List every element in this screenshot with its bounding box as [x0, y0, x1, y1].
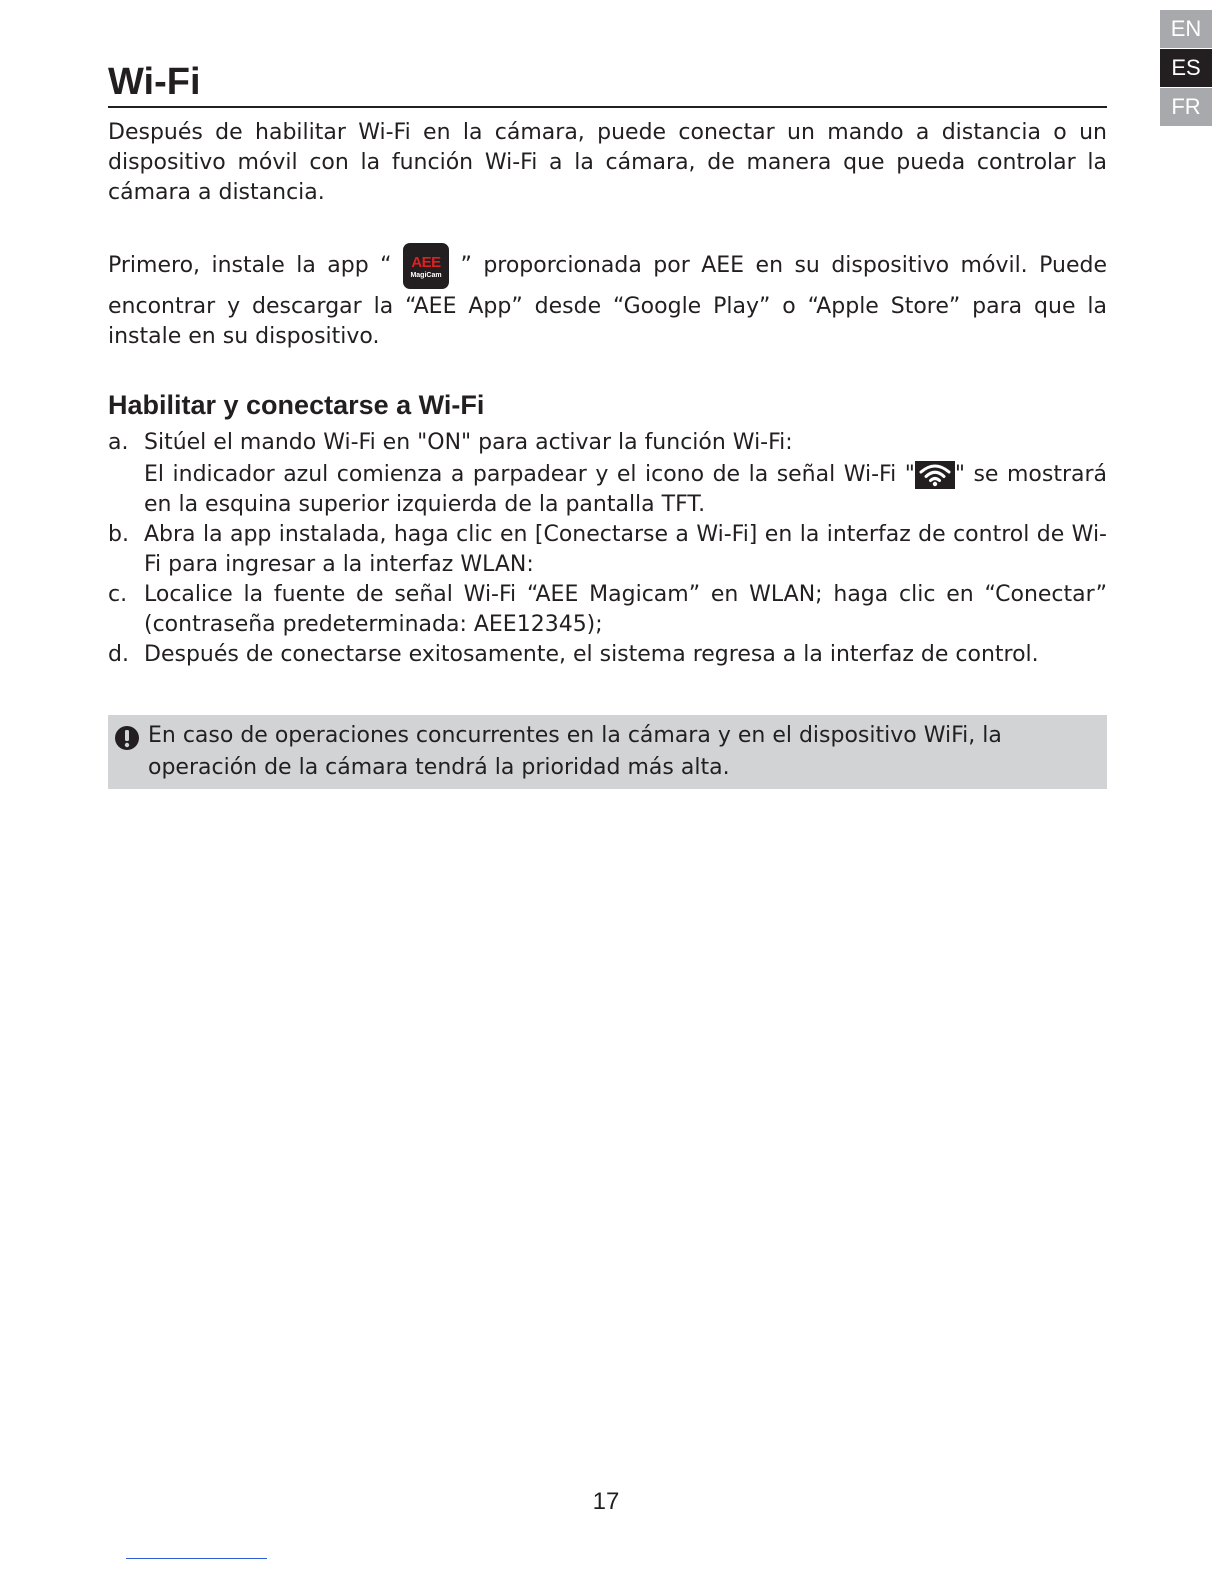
- word: la: [296, 253, 316, 278]
- note-box: [108, 715, 1107, 789]
- language-tabs: [1160, 10, 1212, 127]
- page-number: 17: [592, 1488, 620, 1515]
- language-tab-fr[interactable]: FR: [1160, 88, 1212, 126]
- word: app: [327, 253, 369, 278]
- step-letter: c.: [108, 582, 128, 607]
- word: proporcionada: [483, 253, 642, 278]
- wifi-signal-icon: [915, 461, 955, 489]
- word: su: [794, 253, 820, 278]
- step-body: Abra la app instalada, haga clic en [Conectarse a Wi-Fi] en la interfaz de control de Wi-Fi para ingresar a la interfaz WLAN:: [144, 522, 1107, 577]
- intro-paragraph: Después de habilitar Wi-Fi en la cámara, puede conectar un mando a distancia o un dispositivo móvil con la función Wi-Fi a la cámara, de manera que pueda controlar la cámara a distancia.: [108, 120, 1107, 205]
- step-a-text-before-icon: El indicador azul comienza a parpadear y el icono de la señal Wi-Fi ": [144, 462, 915, 487]
- section-subtitle: Habilitar y conectarse a Wi-Fi: [108, 390, 485, 420]
- word: Primero,: [108, 253, 201, 278]
- step-a-text-after-icon: " se mostrará en la esquina superior izquierda de la pantalla TFT.: [144, 462, 1107, 517]
- app-icon-brand: AEE: [411, 253, 441, 271]
- open-quote: “: [380, 253, 392, 278]
- step-a-line1: Sitúel el mando Wi-Fi en "ON" para activar la función Wi-Fi:: [144, 430, 793, 455]
- footer-line: [126, 1558, 267, 1559]
- close-quote: ”: [460, 253, 472, 278]
- exclamation-circle-icon: [114, 720, 148, 784]
- word: por: [653, 253, 690, 278]
- aee-magicam-app-icon: [403, 243, 449, 289]
- note-text: En caso de operaciones concurrentes en la cámara y en el dispositivo WiFi, la operación de la cámara tendrá la prioridad más alta.: [148, 723, 1002, 780]
- language-tab-es[interactable]: ES: [1160, 49, 1212, 87]
- page-title: Wi-Fi: [108, 61, 201, 103]
- title-divider: [108, 106, 1107, 108]
- install-paragraph: [108, 240, 1107, 352]
- step-body: Después de conectarse exitosamente, el sistema regresa a la interfaz de control.: [144, 642, 1039, 667]
- step-letter: d.: [108, 642, 129, 667]
- app-icon-name: MagiCam: [410, 271, 442, 279]
- steps-list: [108, 428, 1107, 670]
- step-d: [108, 640, 1107, 670]
- install-paragraph-first-line: [108, 240, 1107, 292]
- language-tab-en[interactable]: EN: [1160, 10, 1212, 48]
- word: AEE: [701, 253, 745, 278]
- step-letter: a.: [108, 430, 129, 455]
- step-a: [108, 428, 1107, 520]
- word: dispositivo: [831, 253, 950, 278]
- word: instale: [211, 253, 285, 278]
- install-paragraph-continuation: encontrar y descargar la “AEE App” desde “Google Play” o “Apple Store” para que la instale en su dispositivo.: [108, 294, 1107, 349]
- step-letter: b.: [108, 522, 129, 547]
- word: Puede: [1039, 253, 1107, 278]
- step-a-line2: [144, 458, 1107, 520]
- word: en: [755, 253, 784, 278]
- step-body: [144, 428, 1107, 520]
- step-b: [108, 520, 1107, 580]
- word: móvil.: [960, 253, 1028, 278]
- step-body: Localice la fuente de señal Wi-Fi “AEE Magicam” en WLAN; haga clic en “Conectar” (contraseña predeterminada: AEE12345);: [144, 582, 1107, 637]
- step-c: [108, 580, 1107, 640]
